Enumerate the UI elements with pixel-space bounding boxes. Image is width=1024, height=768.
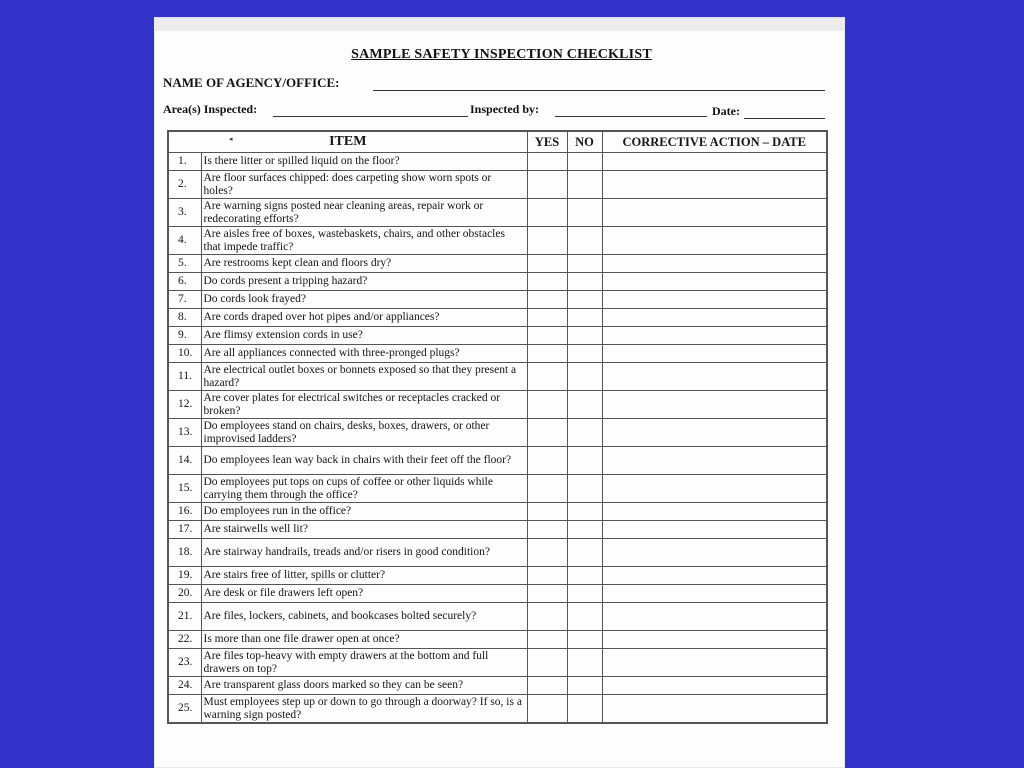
item-number: 12. [168, 391, 201, 419]
item-question: Do cords look frayed? [201, 291, 527, 309]
corrective-action-cell[interactable] [602, 153, 827, 171]
area-label: Area(s) Inspected: [163, 102, 258, 116]
corrective-action-cell[interactable] [602, 475, 827, 503]
item-number: 20. [168, 585, 201, 603]
item-question: Do employees stand on chairs, desks, boxes, drawers, or other improvised ladders? [201, 419, 527, 447]
item-number: 8. [168, 309, 201, 327]
no-cell[interactable] [567, 391, 602, 419]
item-number: 2. [168, 171, 201, 199]
item-question: Are stairway handrails, treads and/or risers in good condition? [201, 539, 527, 567]
header-item: ITEM [168, 131, 527, 153]
table-row [168, 475, 827, 503]
yes-cell[interactable] [527, 695, 567, 724]
yes-cell[interactable] [527, 199, 567, 227]
corrective-action-cell[interactable] [602, 567, 827, 585]
yes-cell[interactable] [527, 255, 567, 273]
yes-cell[interactable] [527, 327, 567, 345]
item-question: Are desk or file drawers left open? [201, 585, 527, 603]
checklist-table [167, 130, 828, 724]
inspected-by-label: Inspected by: [470, 102, 540, 116]
agency-label: NAME OF AGENCY/OFFICE: [163, 75, 340, 90]
no-cell[interactable] [567, 363, 602, 391]
yes-cell[interactable] [527, 677, 567, 695]
item-number: 7. [168, 291, 201, 309]
item-number: 5. [168, 255, 201, 273]
yes-cell[interactable] [527, 309, 567, 327]
yes-cell[interactable] [527, 631, 567, 649]
no-cell[interactable] [567, 291, 602, 309]
corrective-action-cell[interactable] [602, 391, 827, 419]
item-number: 23. [168, 649, 201, 677]
no-cell[interactable] [567, 677, 602, 695]
corrective-action-cell[interactable] [602, 649, 827, 677]
yes-cell[interactable] [527, 603, 567, 631]
item-number: 6. [168, 273, 201, 291]
table-row [168, 273, 827, 291]
yes-cell[interactable] [527, 153, 567, 171]
item-number: 4. [168, 227, 201, 255]
corrective-action-cell[interactable] [602, 171, 827, 199]
corrective-action-cell[interactable] [602, 363, 827, 391]
no-cell[interactable] [567, 567, 602, 585]
item-question: Are files top-heavy with empty drawers at the bottom and full drawers on top? [201, 649, 527, 677]
table-row [168, 631, 827, 649]
table-row [168, 677, 827, 695]
no-cell[interactable] [567, 309, 602, 327]
item-number: 11. [168, 363, 201, 391]
header-corrective-action: CORRECTIVE ACTION – DATE [602, 131, 827, 153]
yes-cell[interactable] [527, 391, 567, 419]
table-row [168, 567, 827, 585]
item-question: Are electrical outlet boxes or bonnets exposed so that they present a hazard? [201, 363, 527, 391]
item-question: Do cords present a tripping hazard? [201, 273, 527, 291]
corrective-action-cell[interactable] [602, 419, 827, 447]
date-field-line[interactable] [744, 118, 825, 119]
table-row [168, 539, 827, 567]
scan-top-edge [154, 17, 845, 31]
no-cell[interactable] [567, 345, 602, 363]
no-cell[interactable] [567, 227, 602, 255]
no-cell[interactable] [567, 153, 602, 171]
corrective-action-cell[interactable] [602, 539, 827, 567]
yes-cell[interactable] [527, 227, 567, 255]
title-text: SAMPLE SAFETY INSPECTION CHECKLIST [351, 47, 652, 62]
item-question: Do employees lean way back in chairs with their feet off the floor? [201, 447, 527, 475]
no-cell[interactable] [567, 171, 602, 199]
table-row [168, 363, 827, 391]
header-yes: YES [527, 131, 567, 153]
item-number: 15. [168, 475, 201, 503]
table-row [168, 603, 827, 631]
no-cell[interactable] [567, 419, 602, 447]
yes-cell[interactable] [527, 447, 567, 475]
item-number: 1. [168, 153, 201, 171]
corrective-action-cell[interactable] [602, 345, 827, 363]
inspected-by-field-line[interactable] [555, 116, 707, 117]
item-question: Are cover plates for electrical switches or receptacles cracked or broken? [201, 391, 527, 419]
item-number: 22. [168, 631, 201, 649]
table-row [168, 327, 827, 345]
item-number: 16. [168, 503, 201, 521]
yes-cell[interactable] [527, 273, 567, 291]
yes-cell[interactable] [527, 291, 567, 309]
table-row [168, 695, 827, 724]
item-number: 10. [168, 345, 201, 363]
yes-cell[interactable] [527, 585, 567, 603]
corrective-action-cell[interactable] [602, 677, 827, 695]
yes-cell[interactable] [527, 503, 567, 521]
item-question: Are warning signs posted near cleaning areas, repair work or redecorating efforts? [201, 199, 527, 227]
item-number: 9. [168, 327, 201, 345]
item-number: 24. [168, 677, 201, 695]
item-question: Do employees put tops on cups of coffee or other liquids while carrying them through the office? [201, 475, 527, 503]
item-question: Are flimsy extension cords in use? [201, 327, 527, 345]
table-row [168, 391, 827, 419]
date-label: Date: [712, 104, 740, 118]
no-cell[interactable] [567, 585, 602, 603]
item-question: Are transparent glass doors marked so they can be seen? [201, 677, 527, 695]
no-cell[interactable] [567, 475, 602, 503]
corrective-action-cell[interactable] [602, 447, 827, 475]
item-number: 14. [168, 447, 201, 475]
yes-cell[interactable] [527, 567, 567, 585]
no-cell[interactable] [567, 631, 602, 649]
no-cell[interactable] [567, 327, 602, 345]
item-question: Is more than one file drawer open at once? [201, 631, 527, 649]
table-row [168, 153, 827, 171]
corrective-action-cell[interactable] [602, 503, 827, 521]
corrective-action-cell[interactable] [602, 309, 827, 327]
item-question: Are restrooms kept clean and floors dry? [201, 255, 527, 273]
no-cell[interactable] [567, 603, 602, 631]
yes-cell[interactable] [527, 539, 567, 567]
yes-cell[interactable] [527, 345, 567, 363]
item-number: 18. [168, 539, 201, 567]
table-row [168, 227, 827, 255]
table-row [168, 291, 827, 309]
no-cell[interactable] [567, 255, 602, 273]
item-question: Is there litter or spilled liquid on the floor? [201, 153, 527, 171]
area-field-line[interactable] [273, 116, 468, 117]
item-question: Are all appliances connected with three-pronged plugs? [201, 345, 527, 363]
table-row [168, 419, 827, 447]
no-cell[interactable] [567, 539, 602, 567]
table-row [168, 255, 827, 273]
yes-cell[interactable] [527, 363, 567, 391]
yes-cell[interactable] [527, 419, 567, 447]
item-question: Are stairs free of litter, spills or clutter? [201, 567, 527, 585]
item-question: Are aisles free of boxes, wastebaskets, chairs, and other obstacles that impede traffic? [201, 227, 527, 255]
table-row [168, 521, 827, 539]
item-question: Are floor surfaces chipped: does carpeting show worn spots or holes? [201, 171, 527, 199]
corrective-action-cell[interactable] [602, 521, 827, 539]
item-number: 17. [168, 521, 201, 539]
checklist-page [154, 17, 845, 768]
corrective-action-cell[interactable] [602, 273, 827, 291]
yes-cell[interactable] [527, 171, 567, 199]
table-row [168, 199, 827, 227]
corrective-action-cell[interactable] [602, 585, 827, 603]
item-number: 21. [168, 603, 201, 631]
corrective-action-cell[interactable] [602, 603, 827, 631]
page-title [154, 47, 845, 63]
table-header-row [168, 131, 827, 153]
table-row [168, 447, 827, 475]
table-row [168, 649, 827, 677]
yes-cell[interactable] [527, 521, 567, 539]
table-row [168, 503, 827, 521]
item-question: Are stairwells well lit? [201, 521, 527, 539]
table-row [168, 585, 827, 603]
no-cell[interactable] [567, 503, 602, 521]
item-number: 25. [168, 695, 201, 724]
item-question: Are cords draped over hot pipes and/or appliances? [201, 309, 527, 327]
corrective-action-cell[interactable] [602, 227, 827, 255]
no-cell[interactable] [567, 649, 602, 677]
yes-cell[interactable] [527, 475, 567, 503]
table-row [168, 345, 827, 363]
yes-cell[interactable] [527, 649, 567, 677]
corrective-action-cell[interactable] [602, 291, 827, 309]
corrective-action-cell[interactable] [602, 255, 827, 273]
corrective-action-cell[interactable] [602, 199, 827, 227]
no-cell[interactable] [567, 447, 602, 475]
table-row [168, 171, 827, 199]
mark-glyph: ◂ [229, 135, 233, 143]
corrective-action-cell[interactable] [602, 327, 827, 345]
item-number: 19. [168, 567, 201, 585]
item-question: Do employees run in the office? [201, 503, 527, 521]
agency-field-line[interactable] [373, 90, 825, 91]
item-number: 3. [168, 199, 201, 227]
no-cell[interactable] [567, 199, 602, 227]
item-number: 13. [168, 419, 201, 447]
item-question: Are files, lockers, cabinets, and bookcases bolted securely? [201, 603, 527, 631]
table-row [168, 309, 827, 327]
no-cell[interactable] [567, 695, 602, 724]
header-no: NO [567, 131, 602, 153]
no-cell[interactable] [567, 521, 602, 539]
no-cell[interactable] [567, 273, 602, 291]
item-question: Must employees step up or down to go through a doorway? If so, is a warning sign posted? [201, 695, 527, 724]
corrective-action-cell[interactable] [602, 695, 827, 724]
corrective-action-cell[interactable] [602, 631, 827, 649]
